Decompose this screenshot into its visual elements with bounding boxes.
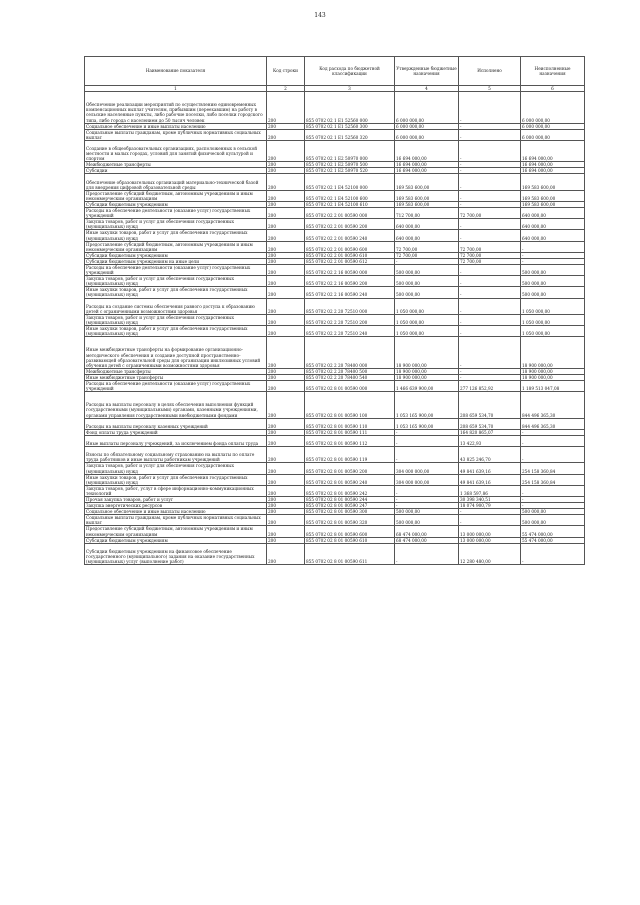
table-row [85, 435, 585, 446]
table-row [85, 380, 585, 391]
cell-name: Закупка товаров, работ и услуг для обеспечения государственных (муниципальных) нужд [85, 276, 267, 287]
cell-line-code: 200 [267, 276, 305, 287]
cell-line-code: 200 [267, 497, 305, 503]
cell-remaining: 16 694 000,00 [521, 168, 585, 174]
cell-budget-code: 855 0702 02 8 01 00590 610 [305, 537, 395, 543]
cell-remaining: - [521, 241, 585, 252]
cell-line-code: 200 [267, 337, 305, 369]
cell-approved: - [395, 503, 459, 509]
cell-remaining: - [521, 503, 585, 509]
table-row [85, 418, 585, 429]
cell-line-code: 200 [267, 447, 305, 463]
cell-budget-code: 855 0702 02 1 Е2 50970 500 [305, 162, 395, 168]
cell-remaining: 18 900 000,00 [521, 368, 585, 374]
column-number: 5 [459, 86, 521, 92]
cell-executed: - [459, 230, 521, 241]
cell-budget-code: 855 0702 02 8 01 00590 110 [305, 418, 395, 429]
table-row [85, 463, 585, 474]
cell-executed: 72 700,00 [459, 241, 521, 252]
cell-name: Субсидии бюджетным учреждениям [85, 201, 267, 207]
cell-budget-code: 855 0702 02 8 01 00590 242 [305, 485, 395, 496]
cell-approved: 72 700,00 [395, 252, 459, 258]
cell-remaining: - [521, 252, 585, 258]
cell-remaining: 6 000 000,00 [521, 123, 585, 129]
column-number: 2 [267, 86, 305, 92]
cell-approved: 1 050 000,00 [395, 314, 459, 325]
cell-remaining: 844 496 365,30 [521, 418, 585, 429]
cell-remaining: 18 900 000,00 [521, 374, 585, 380]
cell-line-code: 200 [267, 123, 305, 129]
cell-approved: 169 583 600,00 [395, 190, 459, 201]
cell-approved: 169 583 600,00 [395, 174, 459, 190]
cell-name: Иные закупки товаров, работ и услуг для обеспечения государственных (муниципальных) нужд [85, 326, 267, 337]
cell-approved: 6 000 000,00 [395, 129, 459, 140]
cell-line-code: 200 [267, 190, 305, 201]
cell-remaining: - [521, 447, 585, 463]
cell-approved: 640 000,00 [395, 219, 459, 230]
budget-execution-table [84, 56, 585, 565]
cell-approved: - [395, 543, 459, 564]
cell-approved: 68 474 000,00 [395, 526, 459, 537]
cell-budget-code: 855 0702 02 2 20 72510 240 [305, 326, 395, 337]
col-header-remaining: Неисполненные назначения [521, 57, 585, 86]
table-row [85, 515, 585, 526]
cell-approved: 16 694 000,00 [395, 140, 459, 161]
cell-remaining: 640 000,00 [521, 208, 585, 219]
cell-budget-code: 855 0702 02 8 01 00590 100 [305, 392, 395, 419]
cell-executed: 1 368 597,86 [459, 485, 521, 496]
cell-name: Расходы на выплаты персоналу в целях обеспечения выполнения функций государственными (муниципальными) органами, казенными учреждениями, органами управления государственными внебюджетными фондами [85, 392, 267, 419]
table-row [85, 230, 585, 241]
table-row [85, 392, 585, 419]
cell-approved: 304 000 000,00 [395, 474, 459, 485]
cell-name: Субсидии [85, 168, 267, 174]
cell-line-code: 200 [267, 503, 305, 509]
cell-budget-code: 855 0702 02 8 01 00590 240 [305, 474, 395, 485]
cell-line-code: 200 [267, 230, 305, 241]
cell-remaining: 500 000,00 [521, 515, 585, 526]
cell-executed: - [459, 168, 521, 174]
cell-executed: 12 280 480,00 [459, 543, 521, 564]
cell-remaining: 1 050 000,00 [521, 298, 585, 314]
cell-remaining: 500 000,00 [521, 264, 585, 275]
cell-name: Социальные выплаты гражданам, кроме публичных нормативных социальных выплат [85, 515, 267, 526]
cell-approved: - [395, 485, 459, 496]
cell-name: Социальные выплаты гражданам, кроме публичных нормативных социальных выплат [85, 129, 267, 140]
cell-executed: - [459, 190, 521, 201]
cell-approved: 6 000 000,00 [395, 92, 459, 124]
column-number: 4 [395, 86, 459, 92]
cell-line-code: 200 [267, 298, 305, 314]
cell-budget-code: 855 0702 02 8 01 00590 111 [305, 429, 395, 435]
cell-line-code: 200 [267, 241, 305, 252]
cell-remaining: 16 694 000,00 [521, 140, 585, 161]
cell-name: Субсидии бюджетным учреждениям на финансовое обеспечение государственного (муниципального) задания на оказание государственных (муниципальных) услуг (выполнение работ) [85, 543, 267, 564]
cell-name: Взносы по обязательному социальному страхованию на выплаты по оплате труда работников и иные выплаты работникам учреждений [85, 447, 267, 463]
cell-budget-code: 855 0702 02 2 16 00590 200 [305, 276, 395, 287]
cell-executed: - [459, 219, 521, 230]
cell-budget-code: 855 0702 02 8 01 00590 200 [305, 463, 395, 474]
table-row [85, 140, 585, 161]
table-row [85, 129, 585, 140]
table-row [85, 92, 585, 124]
cell-name: Закупка товаров, работ и услуг для обеспечения государственных (муниципальных) нужд [85, 463, 267, 474]
cell-budget-code: 855 0702 02 2 20 72510 200 [305, 314, 395, 325]
cell-approved: 500 000,00 [395, 287, 459, 298]
cell-remaining: 6 000 000,00 [521, 92, 585, 124]
cell-budget-code: 855 0702 02 2 01 00590 200 [305, 219, 395, 230]
cell-approved: - [395, 429, 459, 435]
table-row [85, 219, 585, 230]
cell-remaining: 254 158 360,84 [521, 463, 585, 474]
cell-approved: 640 000,00 [395, 230, 459, 241]
cell-approved: - [395, 435, 459, 446]
cell-budget-code: 855 0702 02 8 01 00590 300 [305, 509, 395, 515]
cell-approved: 6 000 000,00 [395, 123, 459, 129]
cell-approved: 1 050 000,00 [395, 298, 459, 314]
cell-approved: 18 900 000,00 [395, 374, 459, 380]
cell-line-code: 200 [267, 258, 305, 264]
cell-remaining: 6 000 000,00 [521, 129, 585, 140]
cell-remaining: 55 474 000,00 [521, 537, 585, 543]
cell-executed: 43 825 246,70 [459, 447, 521, 463]
cell-budget-code: 855 0702 02 2 01 00590 610 [305, 252, 395, 258]
cell-remaining: 169 583 600,00 [521, 201, 585, 207]
cell-line-code: 200 [267, 162, 305, 168]
cell-line-code: 200 [267, 374, 305, 380]
table-row [85, 190, 585, 201]
column-number: 6 [521, 86, 585, 92]
cell-executed: - [459, 374, 521, 380]
cell-executed: 72 700,00 [459, 252, 521, 258]
cell-remaining: 1 189 513 047,08 [521, 380, 585, 391]
cell-budget-code: 855 0702 02 8 01 00590 600 [305, 526, 395, 537]
table-row [85, 314, 585, 325]
cell-approved: 18 900 000,00 [395, 337, 459, 369]
page-number: 143 [314, 12, 326, 19]
cell-line-code: 200 [267, 509, 305, 515]
cell-remaining: - [521, 497, 585, 503]
cell-approved: - [395, 258, 459, 264]
cell-budget-code: 855 0702 02 8 01 00590 244 [305, 497, 395, 503]
cell-executed: - [459, 174, 521, 190]
cell-budget-code: 855 0702 02 2 01 00590 612 [305, 258, 395, 264]
col-header-name: Наименование показателя [85, 57, 267, 86]
cell-budget-code: 855 0702 02 2 20 78400 540 [305, 374, 395, 380]
cell-approved: 18 900 000,00 [395, 368, 459, 374]
table-row [85, 543, 585, 564]
cell-line-code: 200 [267, 314, 305, 325]
col-header-line-code: Код строки [267, 57, 305, 86]
cell-line-code: 200 [267, 287, 305, 298]
cell-name: Прочая закупка товаров, работ и услуг [85, 497, 267, 503]
cell-approved: 169 583 600,00 [395, 201, 459, 207]
cell-approved: 500 000,00 [395, 509, 459, 515]
cell-line-code: 200 [267, 208, 305, 219]
cell-budget-code: 855 0702 02 8 01 00590 000 [305, 380, 395, 391]
cell-line-code: 200 [267, 326, 305, 337]
cell-remaining: 1 050 000,00 [521, 314, 585, 325]
cell-name: Межбюджетные трансферты [85, 162, 267, 168]
cell-remaining: 844 496 365,30 [521, 392, 585, 419]
cell-line-code: 200 [267, 429, 305, 435]
cell-approved: 1 050 000,00 [395, 326, 459, 337]
cell-executed: - [459, 287, 521, 298]
column-number: 1 [85, 86, 267, 92]
table-row [85, 287, 585, 298]
cell-budget-code: 855 0702 02 1 Е1 52560 320 [305, 129, 395, 140]
cell-budget-code: 855 0702 02 8 01 00590 119 [305, 447, 395, 463]
cell-executed: 277 126 852,92 [459, 380, 521, 391]
cell-budget-code: 855 0702 02 2 20 78400 000 [305, 337, 395, 369]
cell-executed: 18 074 900,79 [459, 503, 521, 509]
cell-remaining: 169 583 600,00 [521, 174, 585, 190]
cell-name: Иные межбюджетные трансферты на формирование организационно-методического обеспечения и создание доступной пространственно-развивающей образовательной среды для организации инклюзивных условий обучения детей с ограниченными возможностями здоровья [85, 337, 267, 369]
cell-line-code: 200 [267, 129, 305, 140]
cell-name: Закупка товаров, работ и услуг для обеспечения государственных (муниципальных) нужд [85, 219, 267, 230]
cell-budget-code: 855 0702 02 8 01 00590 320 [305, 515, 395, 526]
cell-budget-code: 855 0702 02 2 01 00590 600 [305, 241, 395, 252]
cell-approved: 72 700,00 [395, 241, 459, 252]
cell-name: Обеспечение реализации мероприятий по осуществлению единовременных компенсационных выплат учителям, прибывшим (переехавшим) на работу в сельские населенные пункты, либо рабочие поселки, либо поселки городского типа, либо города с населением до 50 тысяч человек [85, 92, 267, 124]
table-row [85, 474, 585, 485]
cell-remaining: 640 000,00 [521, 230, 585, 241]
table-row [85, 298, 585, 314]
cell-approved: 712 700,00 [395, 208, 459, 219]
cell-budget-code: 855 0702 02 1 Е4 52100 000 [305, 174, 395, 190]
cell-line-code: 200 [267, 435, 305, 446]
cell-line-code: 200 [267, 543, 305, 564]
cell-executed: - [459, 337, 521, 369]
cell-approved: 500 000,00 [395, 515, 459, 526]
cell-executed: 13 000 000,00 [459, 526, 521, 537]
cell-executed: 49 841 639,16 [459, 463, 521, 474]
cell-executed: - [459, 326, 521, 337]
cell-name: Социальное обеспечение и иные выплаты населению [85, 123, 267, 129]
cell-line-code: 200 [267, 418, 305, 429]
cell-executed: 13 422,93 [459, 435, 521, 446]
cell-approved: 500 000,00 [395, 264, 459, 275]
cell-name: Межбюджетные трансферты [85, 368, 267, 374]
cell-name: Расходы на выплаты персоналу казенных учреждений [85, 418, 267, 429]
cell-budget-code: 855 0702 02 2 16 00590 000 [305, 264, 395, 275]
cell-remaining: 16 694 000,00 [521, 162, 585, 168]
cell-approved: 1 053 165 900,00 [395, 418, 459, 429]
table-row [85, 241, 585, 252]
cell-budget-code: 855 0702 02 2 20 72510 000 [305, 298, 395, 314]
cell-name: Предоставление субсидий бюджетным, автономным учреждениям и иным некоммерческим организациям [85, 190, 267, 201]
cell-budget-code: 855 0702 02 8 01 00590 247 [305, 503, 395, 509]
cell-remaining: - [521, 258, 585, 264]
table-header-row [85, 57, 585, 86]
cell-executed: - [459, 123, 521, 129]
cell-line-code: 200 [267, 201, 305, 207]
cell-line-code: 200 [267, 174, 305, 190]
cell-name: Иные выплаты персоналу учреждений, за исключением фонда оплаты труда [85, 435, 267, 446]
cell-budget-code: 855 0702 02 8 01 00590 112 [305, 435, 395, 446]
cell-executed: 13 000 000,00 [459, 537, 521, 543]
cell-budget-code: 855 0702 02 1 Е1 52560 300 [305, 123, 395, 129]
cell-executed: - [459, 368, 521, 374]
cell-approved: 68 474 000,00 [395, 537, 459, 543]
cell-name: Иные закупки товаров, работ и услуг для обеспечения государственных (муниципальных) нужд [85, 230, 267, 241]
cell-line-code: 200 [267, 526, 305, 537]
cell-budget-code: 855 0702 02 2 01 00590 000 [305, 208, 395, 219]
cell-executed: - [459, 162, 521, 168]
cell-name: Расходы на создание системы обеспечения равного доступа к образованию детей с ограниченными возможностями здоровья [85, 298, 267, 314]
cell-line-code: 200 [267, 219, 305, 230]
cell-executed: 72 700,00 [459, 208, 521, 219]
cell-name: Расходы на обеспечение деятельности (оказание услуг) государственных учреждений [85, 208, 267, 219]
cell-remaining: 640 000,00 [521, 219, 585, 230]
cell-budget-code: 855 0702 02 1 Е2 50970 000 [305, 140, 395, 161]
cell-budget-code: 855 0702 02 1 Е4 52100 600 [305, 190, 395, 201]
cell-approved: 304 000 000,00 [395, 463, 459, 474]
cell-executed: - [459, 276, 521, 287]
cell-line-code: 200 [267, 140, 305, 161]
cell-budget-code: 855 0702 02 2 20 78400 500 [305, 368, 395, 374]
cell-approved: - [395, 497, 459, 503]
cell-remaining: - [521, 543, 585, 564]
cell-executed: - [459, 201, 521, 207]
cell-name: Закупка энергетических ресурсов [85, 503, 267, 509]
cell-executed: - [459, 264, 521, 275]
cell-line-code: 200 [267, 252, 305, 258]
cell-remaining: - [521, 429, 585, 435]
cell-approved: 1 053 165 900,00 [395, 392, 459, 419]
cell-line-code: 200 [267, 463, 305, 474]
table-row [85, 276, 585, 287]
cell-name: Субсидии бюджетным учреждениям [85, 537, 267, 543]
cell-name: Предоставление субсидий бюджетным, автономным учреждениям и иным некоммерческим организациям [85, 241, 267, 252]
cell-line-code: 200 [267, 368, 305, 374]
cell-remaining: - [521, 485, 585, 496]
cell-name: Создание в общеобразовательных организациях, расположенных в сельской местности и малых городах, условий для занятий физической культурой и спортом [85, 140, 267, 161]
cell-executed: - [459, 140, 521, 161]
cell-executed: 208 659 534,70 [459, 418, 521, 429]
cell-budget-code: 855 0702 02 8 01 00590 611 [305, 543, 395, 564]
cell-approved: - [395, 447, 459, 463]
cell-executed: - [459, 129, 521, 140]
cell-line-code: 200 [267, 485, 305, 496]
col-header-executed: Исполнено [459, 57, 521, 86]
cell-line-code: 200 [267, 392, 305, 419]
cell-remaining: - [521, 435, 585, 446]
cell-line-code: 200 [267, 264, 305, 275]
cell-budget-code: 855 0702 02 1 Е1 52560 000 [305, 92, 395, 124]
cell-executed: 72 700,00 [459, 258, 521, 264]
cell-line-code: 200 [267, 92, 305, 124]
cell-executed: 49 841 639,16 [459, 474, 521, 485]
cell-name: Обеспечение образовательных организаций материально-технической базой для внедрения цифровой образовательной среды [85, 174, 267, 190]
cell-approved: 500 000,00 [395, 276, 459, 287]
cell-approved: 16 694 000,00 [395, 162, 459, 168]
table-row [85, 526, 585, 537]
cell-line-code: 200 [267, 537, 305, 543]
cell-name: Закупка товаров, работ, услуг в сфере информационно-коммуникационных технологий [85, 485, 267, 496]
cell-name: Субсидии бюджетным учреждениям [85, 252, 267, 258]
cell-remaining: 500 000,00 [521, 287, 585, 298]
table-row [85, 174, 585, 190]
col-header-approved: Утвержденные бюджетные назначения [395, 57, 459, 86]
cell-executed: - [459, 314, 521, 325]
cell-name: Закупка товаров, работ и услуг для обеспечения государственных (муниципальных) нужд [85, 314, 267, 325]
cell-executed: 164 820 865,07 [459, 429, 521, 435]
cell-name: Субсидии бюджетным учреждениям на иные цели [85, 258, 267, 264]
col-header-budget-code: Код расхода по бюджетной классификации [305, 57, 395, 86]
cell-budget-code: 855 0702 02 2 16 00590 240 [305, 287, 395, 298]
cell-name: Предоставление субсидий бюджетным, автономным учреждениям и иным некоммерческим организациям [85, 526, 267, 537]
cell-remaining: 18 900 000,00 [521, 337, 585, 369]
cell-remaining: 55 474 000,00 [521, 526, 585, 537]
cell-executed: 30 398 340,51 [459, 497, 521, 503]
table-row [85, 337, 585, 369]
cell-name: Социальное обеспечение и иные выплаты населению [85, 509, 267, 515]
cell-name: Иные закупки товаров, работ и услуг для обеспечения государственных (муниципальных) нужд [85, 287, 267, 298]
cell-line-code: 200 [267, 380, 305, 391]
cell-remaining: 500 000,00 [521, 276, 585, 287]
cell-executed: 208 659 534,70 [459, 392, 521, 419]
table-row [85, 485, 585, 496]
table-row [85, 447, 585, 463]
cell-remaining: 169 583 600,00 [521, 190, 585, 201]
cell-name: Расходы на обеспечение деятельности (оказание услуг) государственных учреждений [85, 380, 267, 391]
cell-executed: - [459, 298, 521, 314]
cell-line-code: 200 [267, 515, 305, 526]
cell-executed: - [459, 92, 521, 124]
cell-approved: 16 694 000,00 [395, 168, 459, 174]
table-row [85, 264, 585, 275]
cell-line-code: 200 [267, 474, 305, 485]
cell-line-code: 200 [267, 168, 305, 174]
cell-name: Фонд оплаты труда учреждений [85, 429, 267, 435]
cell-name: Иные закупки товаров, работ и услуг для обеспечения государственных (муниципальных) нужд [85, 474, 267, 485]
cell-budget-code: 855 0702 02 1 Е4 52100 610 [305, 201, 395, 207]
column-number: 3 [305, 86, 395, 92]
table-row [85, 326, 585, 337]
cell-approved: 1 466 639 900,00 [395, 380, 459, 391]
cell-remaining: 1 050 000,00 [521, 326, 585, 337]
cell-remaining: 254 158 360,84 [521, 474, 585, 485]
cell-name: Иные межбюджетные трансферты [85, 374, 267, 380]
cell-budget-code: 855 0702 02 2 01 00590 240 [305, 230, 395, 241]
table-row [85, 208, 585, 219]
cell-budget-code: 855 0702 02 1 Е2 50970 520 [305, 168, 395, 174]
cell-executed: - [459, 515, 521, 526]
cell-executed: - [459, 509, 521, 515]
cell-remaining: 500 000,00 [521, 509, 585, 515]
cell-name: Расходы на обеспечение деятельности (оказание услуг) государственных учреждений [85, 264, 267, 275]
